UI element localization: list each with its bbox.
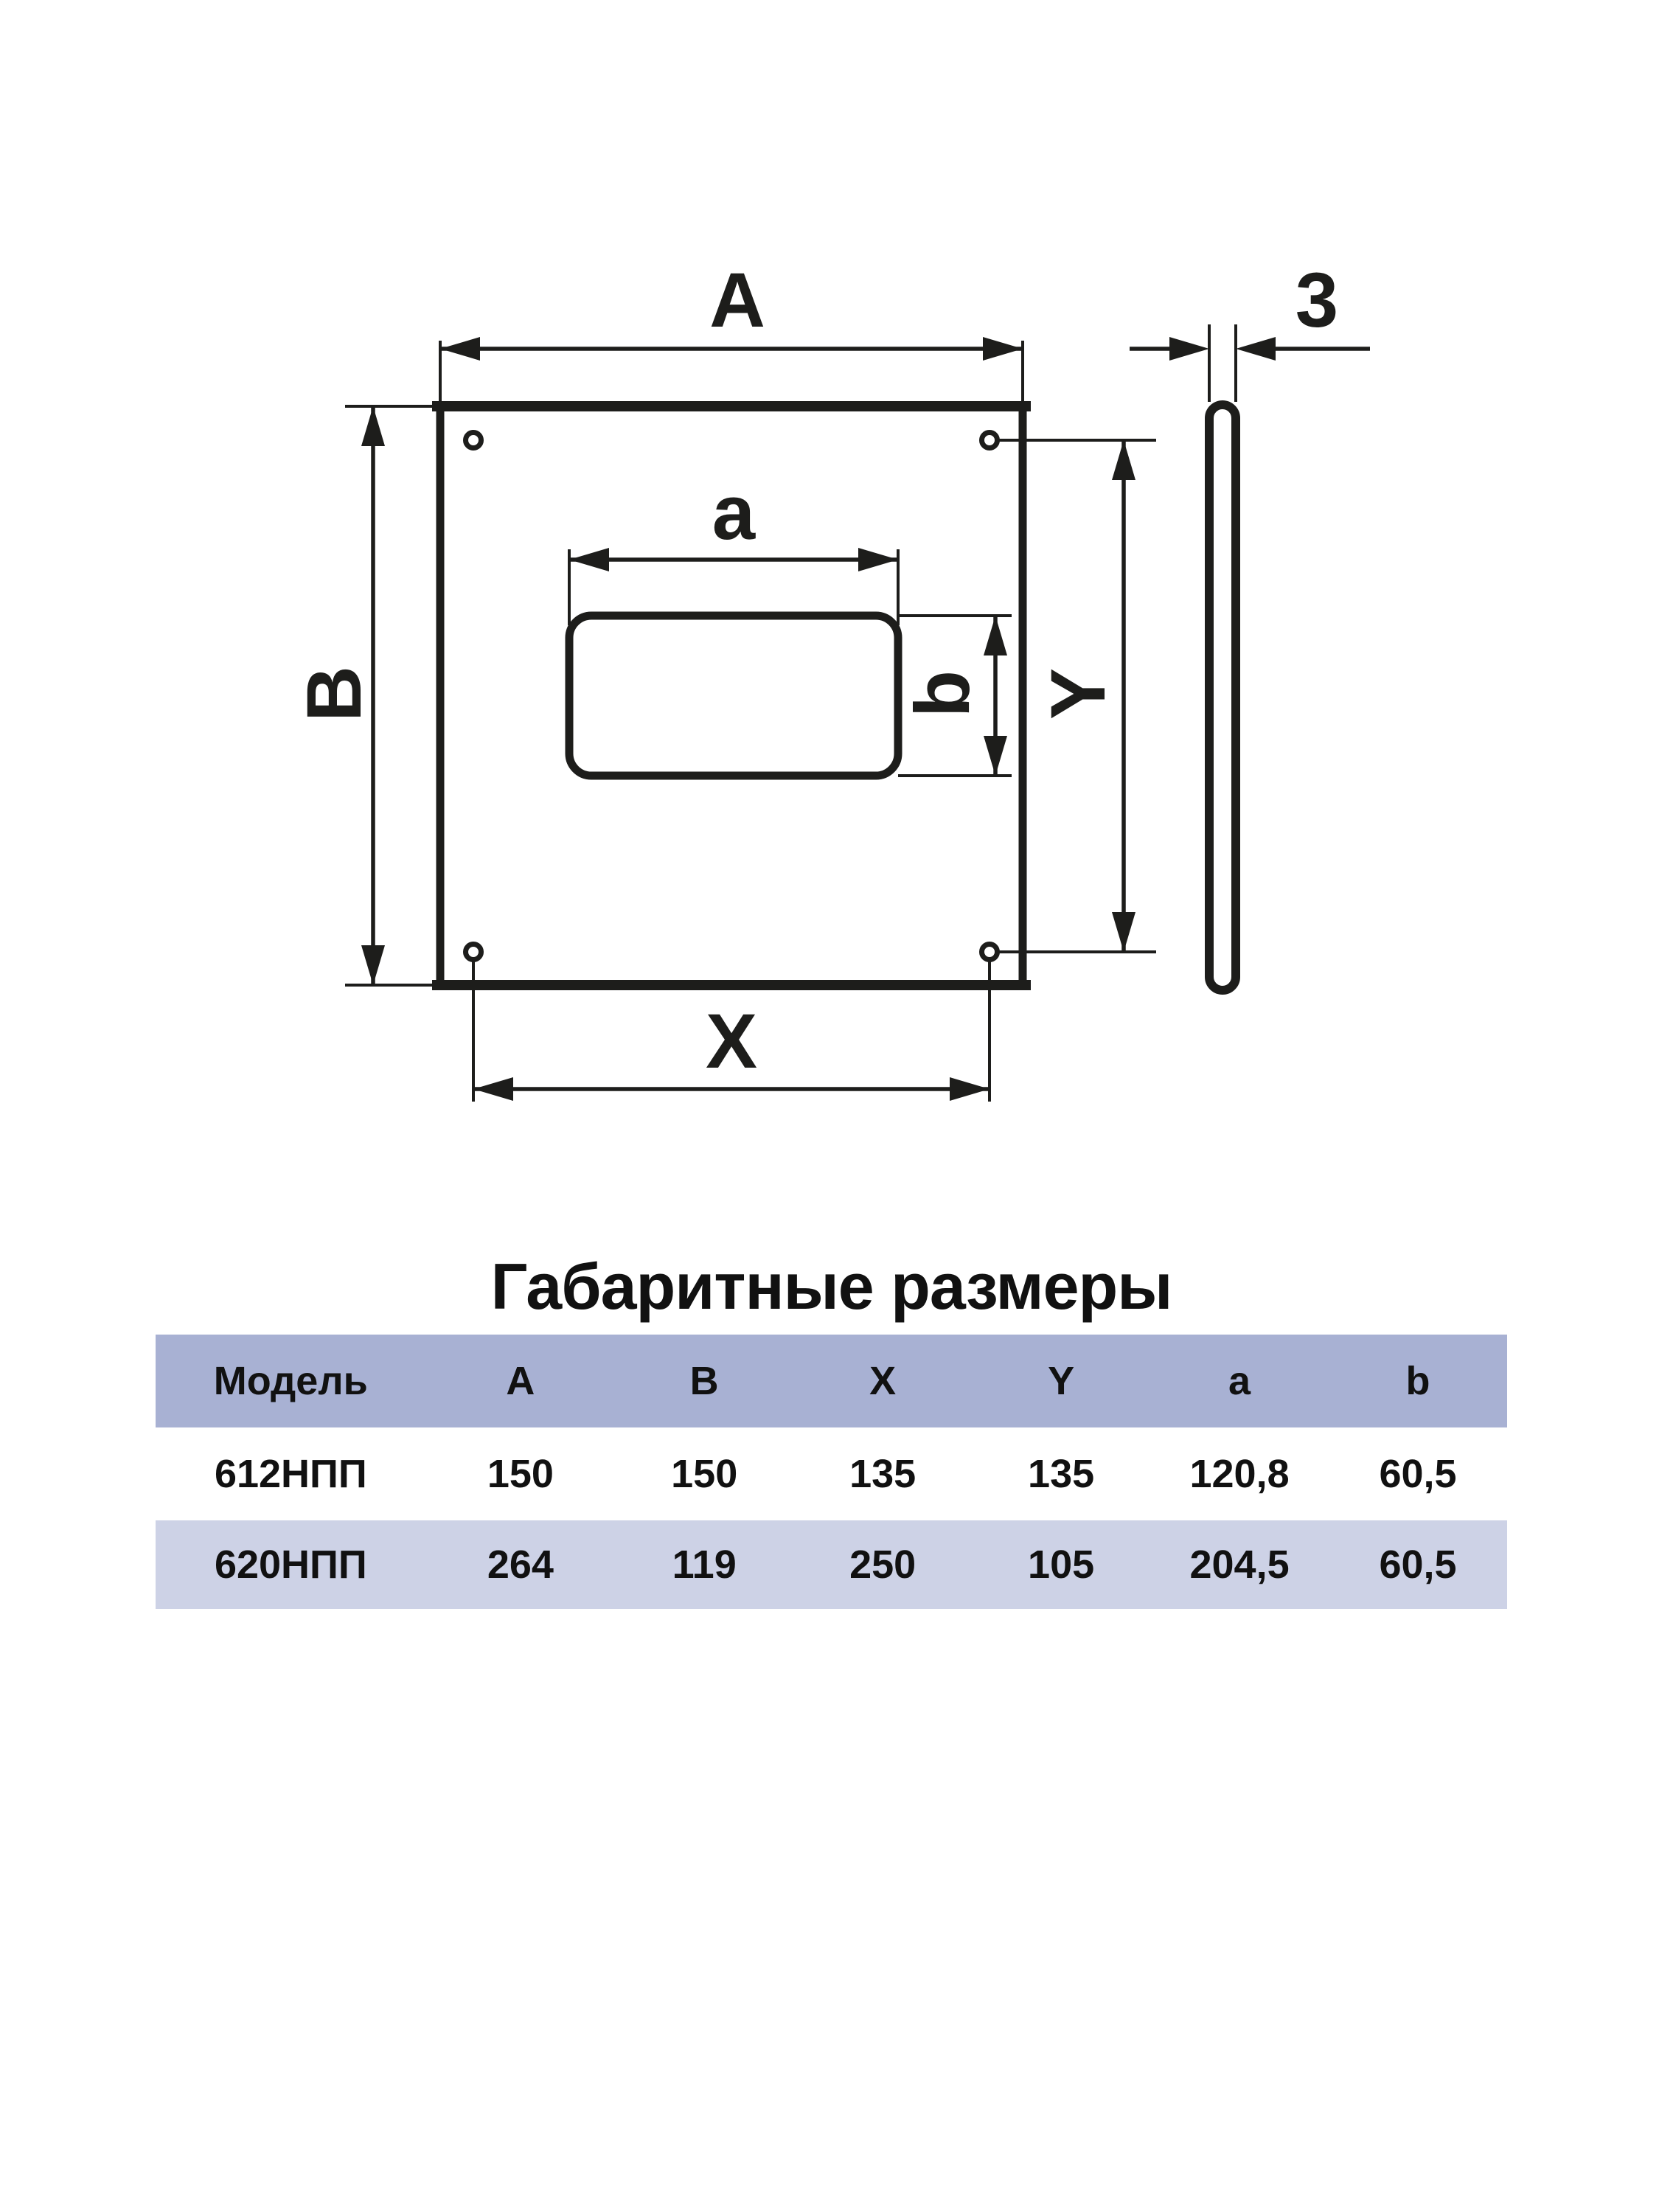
dimension-A (440, 257, 1023, 406)
cell-model: 620НПП (214, 1543, 367, 1587)
dimension-label-a: a (712, 470, 756, 556)
header-Y: Y (1048, 1359, 1075, 1403)
arrowhead-right-icon (950, 1077, 990, 1101)
table-row (156, 1427, 1507, 1520)
side-view-profile (1209, 405, 1236, 990)
arrowhead-up-icon (1112, 440, 1135, 480)
cell-b: 60,5 (1379, 1543, 1457, 1587)
header-B: B (689, 1359, 719, 1403)
dimension-label-Y: Y (1034, 667, 1121, 720)
arrowhead-down-icon (984, 736, 1007, 776)
table-title: Габаритные размеры (490, 1250, 1172, 1323)
dimension-thickness (1130, 257, 1370, 402)
arrowhead-right-icon (1169, 337, 1209, 361)
cell-A: 150 (487, 1452, 554, 1496)
table-row (156, 1520, 1507, 1609)
header-b: b (1405, 1359, 1430, 1403)
hole-bottom-left (466, 945, 481, 960)
arrowhead-right-icon (983, 337, 1023, 361)
cell-X: 135 (849, 1452, 917, 1496)
hole-bottom-right (982, 945, 998, 960)
cell-Y: 105 (1028, 1543, 1095, 1587)
arrowhead-left-icon (569, 548, 609, 571)
arrowhead-right-icon (858, 548, 898, 571)
cell-B: 119 (672, 1543, 737, 1587)
arrowhead-left-icon (440, 337, 480, 361)
cell-A: 264 (487, 1543, 554, 1587)
header-model: Модель (213, 1359, 368, 1403)
arrowhead-down-icon (1112, 912, 1135, 952)
hole-top-right (982, 433, 998, 448)
cell-X: 250 (849, 1543, 917, 1587)
cell-a: 120,8 (1189, 1452, 1290, 1496)
dimensions-table (156, 1335, 1507, 1609)
dimension-b (898, 616, 1012, 776)
header-X: X (869, 1359, 897, 1403)
arrowhead-left-icon (473, 1077, 513, 1101)
table-header-row (156, 1335, 1507, 1427)
cell-a: 204,5 (1189, 1543, 1290, 1587)
dimension-label-X: X (705, 998, 758, 1085)
arrowhead-up-icon (361, 406, 385, 446)
cell-model: 612НПП (214, 1452, 367, 1496)
cell-b: 60,5 (1379, 1452, 1457, 1496)
arrowhead-left-icon (1236, 337, 1276, 361)
header-A: A (506, 1359, 535, 1403)
dimension-label-B: B (291, 666, 378, 722)
dimension-label-thickness: 3 (1295, 257, 1339, 344)
dimension-label-b: b (899, 669, 986, 718)
header-a: a (1228, 1359, 1251, 1403)
arrowhead-up-icon (984, 616, 1007, 655)
hole-top-left (466, 433, 481, 448)
cell-B: 150 (671, 1452, 738, 1496)
dimension-label-A: A (709, 257, 765, 344)
cell-Y: 135 (1028, 1452, 1095, 1496)
central-cutout (569, 616, 898, 776)
dimension-B (291, 406, 435, 985)
arrowhead-down-icon (361, 945, 385, 985)
dimension-a (569, 470, 898, 625)
